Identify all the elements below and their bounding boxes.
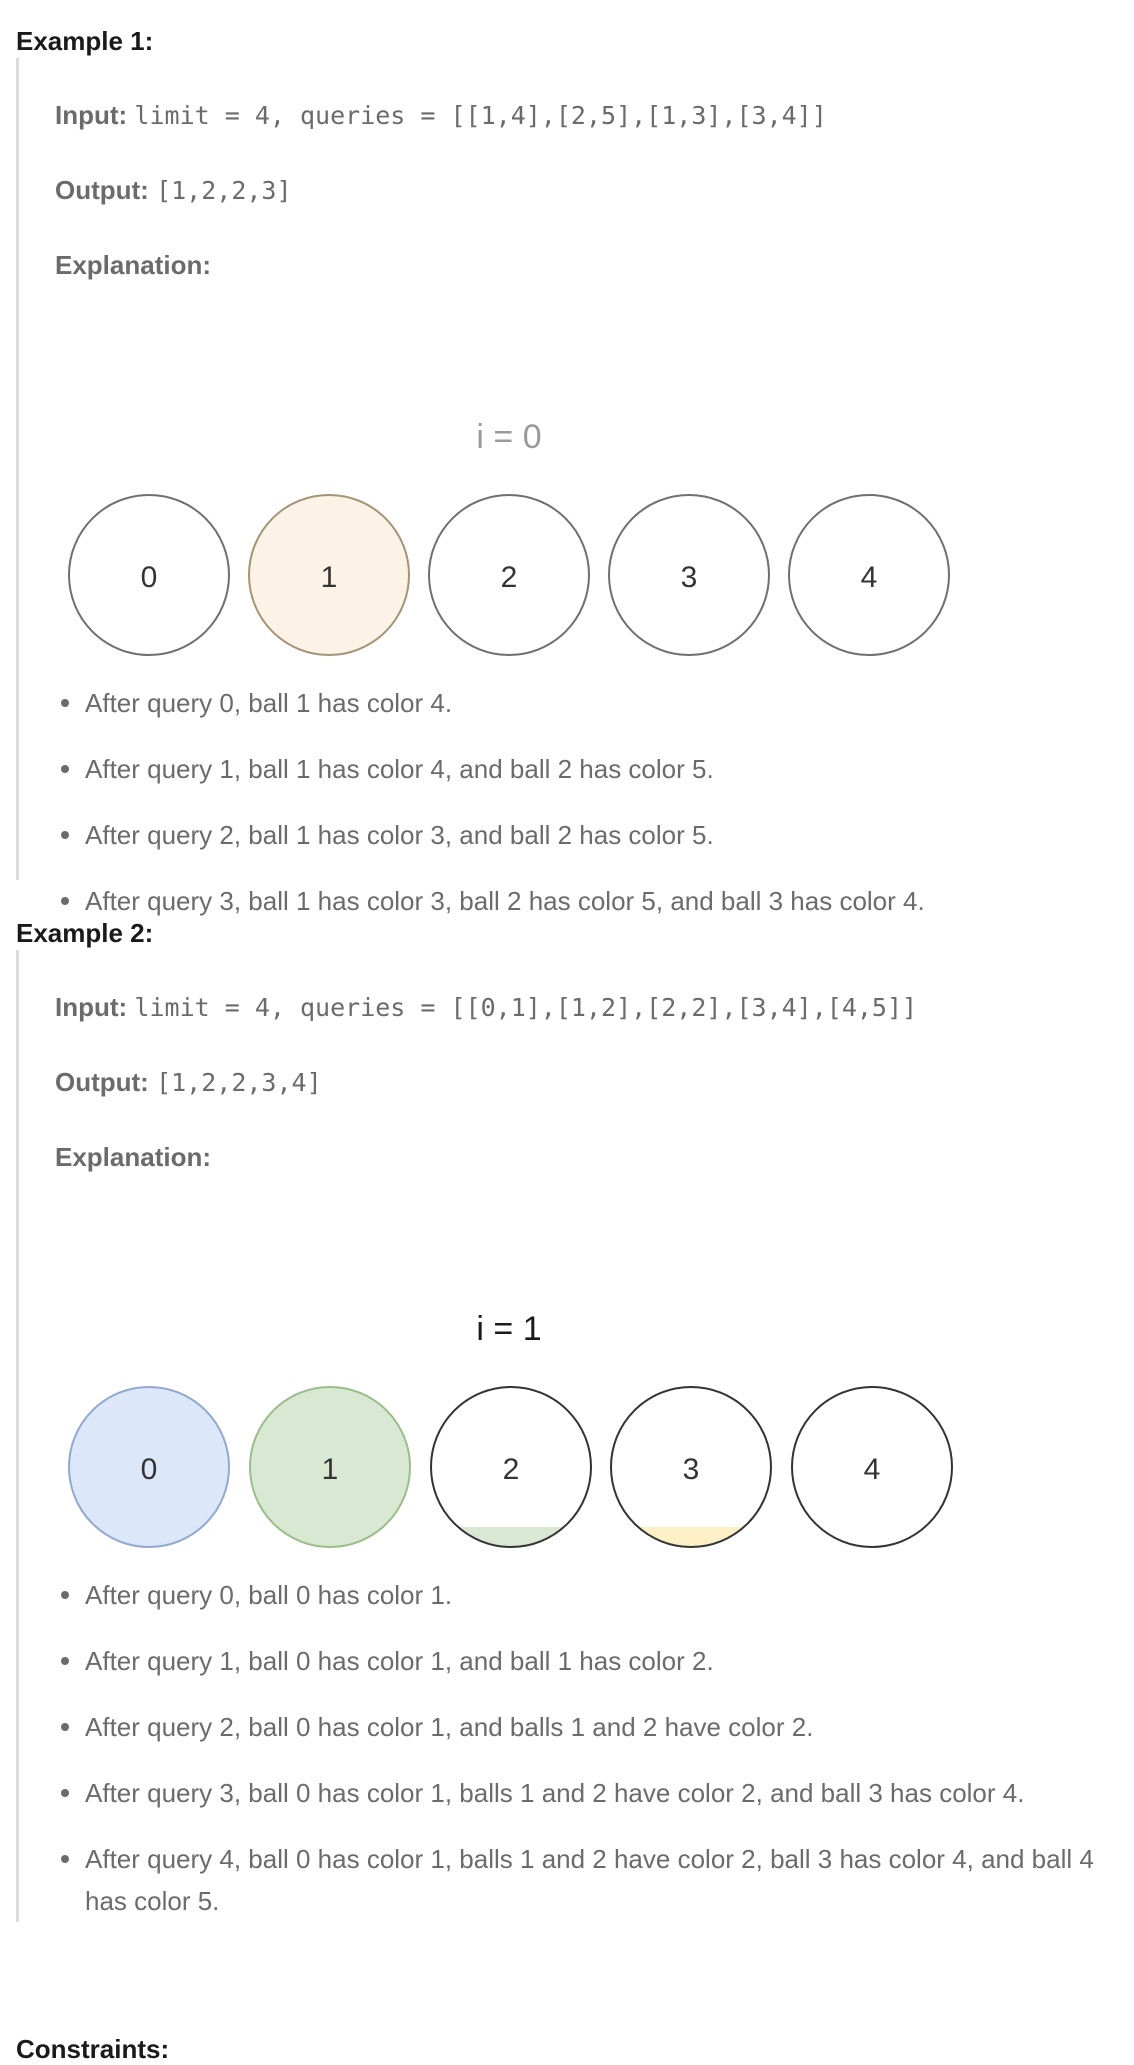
example-1-block xyxy=(16,58,1129,916)
ball-0-label: 0 xyxy=(140,1453,158,1486)
ball-0 xyxy=(69,1387,229,1547)
example-2-input xyxy=(55,992,917,1023)
ball-1 xyxy=(250,1387,410,1547)
list-item: After query 2, ball 0 has color 1, and balls 1 and 2 have color 2. xyxy=(19,1706,1099,1748)
example-2-output xyxy=(55,1067,322,1098)
ball-2 xyxy=(419,1387,603,1557)
example-1-explanation-label: Explanation: xyxy=(55,250,212,280)
output-code: [1,2,2,3,4] xyxy=(156,1068,322,1097)
bullet-dot xyxy=(61,699,69,707)
input-code: limit = 4, queries = [[0,1],[1,2],[2,2],[3,4],[4,5]] xyxy=(134,993,918,1022)
bullet-dot xyxy=(61,1591,69,1599)
input-label: Input: xyxy=(55,992,128,1022)
ball-0-label: 0 xyxy=(140,561,158,594)
ball-3-label: 3 xyxy=(682,1453,700,1486)
input-label: Input: xyxy=(55,100,128,130)
ball-2-label: 2 xyxy=(500,561,518,594)
ball-3 xyxy=(599,1387,783,1557)
bullet-dot xyxy=(61,1789,69,1797)
ball-3-partial-fill xyxy=(599,1527,783,1557)
example-1-ball-diagram xyxy=(19,338,1019,668)
list-item: After query 3, ball 0 has color 1, balls 1 and 2 have color 2, and ball 3 has color 4. xyxy=(19,1772,1099,1814)
bullet-dot xyxy=(61,831,69,839)
example-2-explanation-label: Explanation: xyxy=(55,1142,212,1172)
list-item: After query 1, ball 0 has color 1, and ball 1 has color 2. xyxy=(19,1640,1099,1682)
output-label: Output: xyxy=(55,1067,149,1097)
example-1-output xyxy=(55,175,292,206)
bullet-dot xyxy=(61,1723,69,1731)
list-item: After query 2, ball 1 has color 3, and ball 2 has color 5. xyxy=(19,814,1099,856)
list-item: After query 0, ball 1 has color 4. xyxy=(19,682,1099,724)
ball-1-label: 1 xyxy=(320,561,338,594)
ball-3-label: 3 xyxy=(680,561,698,594)
example-1-input xyxy=(55,100,827,131)
example-2-heading: Example 2: xyxy=(16,918,154,948)
ball-3 xyxy=(609,495,769,655)
ball-2 xyxy=(429,495,589,655)
ball-2-label: 2 xyxy=(502,1453,520,1486)
ball-4 xyxy=(792,1387,952,1547)
list-item: After query 1, ball 1 has color 4, and ball 2 has color 5. xyxy=(19,748,1099,790)
ball-0 xyxy=(69,495,229,655)
example-2-explanation-list xyxy=(19,1574,1099,1946)
ball-2-partial-fill xyxy=(419,1527,603,1557)
input-code: limit = 4, queries = [[1,4],[2,5],[1,3],[3,4]] xyxy=(134,101,827,130)
diagram-caption: i = 0 xyxy=(476,418,542,456)
list-item: After query 4, ball 0 has color 1, balls 1 and 2 have color 2, ball 3 has color 4, and ball 4 has color 5. xyxy=(19,1838,1099,1922)
bullet-dot xyxy=(61,897,69,905)
bullet-dot xyxy=(61,765,69,773)
output-code: [1,2,2,3] xyxy=(156,176,292,205)
list-item: After query 3, ball 1 has color 3, ball 2 has color 5, and ball 3 has color 4. xyxy=(19,880,1099,922)
example-2-ball-diagram xyxy=(19,1230,1019,1560)
output-label: Output: xyxy=(55,175,149,205)
list-item: After query 0, ball 0 has color 1. xyxy=(19,1574,1099,1616)
bullet-dot xyxy=(61,1657,69,1665)
ball-1-label: 1 xyxy=(321,1453,339,1486)
ball-4-label: 4 xyxy=(863,1453,881,1486)
ball-1 xyxy=(249,495,409,655)
example-1-heading: Example 1: xyxy=(16,26,154,56)
bullet-dot xyxy=(61,1855,69,1863)
example-1-explanation-list xyxy=(19,682,1099,946)
constraints-heading: Constraints: xyxy=(16,2034,170,2064)
ball-4-label: 4 xyxy=(860,561,878,594)
diagram-caption: i = 1 xyxy=(476,1310,542,1348)
ball-4 xyxy=(789,495,949,655)
example-2-block xyxy=(16,950,1129,1922)
